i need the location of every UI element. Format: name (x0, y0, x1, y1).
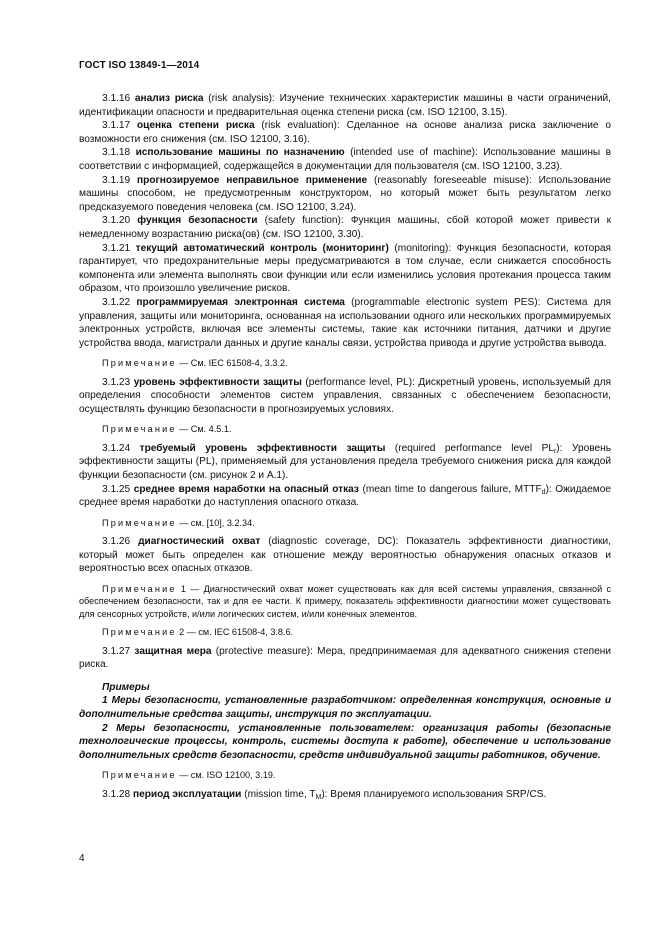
note-3-1-25 (79, 517, 611, 529)
note-3-1-22 (79, 357, 611, 369)
entry-3-1-25 (79, 483, 611, 510)
note-label: Примечание (102, 358, 177, 369)
entry-definition: (performance level, PL): Дискретный уровень, используемый для определения способности элементов систем управления, связанных с обеспечением безопасности, осуществлять функцию безопасности в прогнозируемых условиях. (79, 376, 611, 415)
note-label: Примечание (102, 627, 177, 638)
note-3-1-26-2 (79, 626, 611, 638)
entry-number: 3.1.28 (102, 788, 133, 800)
entry-definition: (protective measure): Мера, предпринимаемая для адекватного снижения степени риска. (79, 645, 611, 671)
entry-number: 3.1.16 (102, 93, 135, 104)
note-text: 1 — Диагностический охват может существовать как для всей системы управления, связанной с обеспечением безопасности, так и для ее части. К примеру, показатель эффективности диагностики может существовать для сенсорных устройств, и/или логических систем, и/или конечных элементов. (79, 584, 611, 619)
entry-number: 3.1.18 (102, 147, 136, 159)
note-text: 2 — см. IEC 61508-4, 3.8.6. (176, 627, 294, 638)
entry-3-1-24 (79, 442, 611, 483)
entry-term: прогнозируемое неправильное применение (137, 174, 368, 186)
note-3-1-26-1 (79, 583, 611, 620)
entry-number: 3.1.19 (102, 174, 138, 186)
note-text: — См. IEC 61508-4, 3.3.2. (176, 358, 288, 369)
entry-3-1-18 (79, 146, 611, 173)
entry-number: 3.1.22 (102, 296, 137, 308)
entry-term: программируемая электронная система (136, 296, 345, 308)
page-number: 4 (79, 853, 85, 864)
entry-3-1-27 (79, 645, 611, 672)
note-label: Примечание (102, 424, 177, 435)
entry-term: диагностический охват (138, 536, 261, 548)
entry-number: 3.1.23 (102, 376, 134, 388)
entry-term: среднее время наработки на опасный отказ (133, 483, 359, 495)
entry-3-1-23 (79, 376, 611, 417)
entry-definition: (diagnostic coverage, DC): Показатель эффективности диагностики, который может быть определен как отношение между вероятностью обнаружения опасных отказов и вероятностью всех опасных отказов. (79, 536, 611, 575)
note-label: Примечание (102, 770, 177, 781)
examples-heading: Примеры (102, 681, 150, 693)
entry-definition: (intended use of machine): Использование машины в соответствии с информацией, содержащейся в документации для пользователя (см. ISO 12100, 3.23). (79, 147, 611, 172)
entry-number: 3.1.26 (102, 536, 139, 548)
entry-term: анализ риска (134, 93, 204, 104)
entry-definition: (safety function): Функция машины, сбой которой может привести к немедленному возрастанию риска(ов) (см. ISO 12100, 3.30). (79, 215, 612, 240)
entry-number: 3.1.25 (102, 483, 134, 495)
entry-definition-pre: (mission time, T (241, 788, 316, 800)
entry-number: 3.1.17 (102, 120, 137, 132)
note-3-1-23 (79, 423, 611, 435)
entry-3-1-17 (79, 119, 611, 146)
entry-3-1-26 (79, 535, 611, 576)
entry-3-1-22 (79, 296, 611, 350)
subscript: d (541, 488, 546, 496)
entry-number: 3.1.21 (102, 242, 136, 254)
entry-definition: ): Уровень эффективности защиты (PL), применяемый для установления предела требуемого снижения риска для каждой функции безопасности (см. рисунок 2 и А.1). (79, 442, 611, 482)
page-content (79, 92, 611, 801)
note-3-1-27 (79, 769, 611, 781)
entry-definition-pre: (required performance level PL (385, 442, 554, 454)
entry-definition: (risk evaluation): Сделанное на основе анализа риска заключение о возможности его снижения (см. ISO 12100, 3.16). (79, 120, 611, 145)
entry-definition: ): Ожидаемое среднее время наработки до наступления опасного отказа. (79, 483, 611, 509)
entry-number: 3.1.24 (102, 442, 140, 454)
entry-term: защитная мера (134, 645, 212, 657)
subscript: M (315, 793, 322, 801)
entry-3-1-21 (79, 242, 611, 296)
entry-number: 3.1.20 (102, 215, 138, 227)
page-header: ГОСТ ISO 13849-1—2014 (79, 60, 200, 71)
entry-3-1-20 (79, 214, 611, 241)
example-1: 1 Меры безопасности, установленные разработчиком: определенная конструкция, основные и дополнительные средства защиты, инструкция по эксплуатации. (79, 695, 611, 721)
note-label: Примечание (102, 517, 177, 528)
entry-number: 3.1.27 (102, 645, 135, 657)
entry-definition: ): Время планируемого использования SRP/CS. (321, 788, 547, 800)
note-label: Примечание (102, 584, 177, 595)
subscript: r (553, 447, 557, 455)
entry-term: текущий автоматический контроль (мониторинг) (135, 242, 389, 254)
entry-term: оценка степени риска (137, 120, 255, 132)
note-text: — См. 4.5.1. (176, 424, 232, 435)
entry-definition: (programmable electronic system PES): Система для управления, защиты или мониторинга, основанная на использовании одного или нескольких программируемых электронных устройств, включая все элементы системы, такие как источники питания, датчики и другие устройства ввода, магистрали данных и другие каналы связи, устройства привода и другие устройства вывода. (79, 296, 611, 349)
entry-term: требуемый уровень эффективности защиты (139, 442, 386, 454)
entry-definition: (reasonably foreseeable misuse): Использование машины способом, не предусмотренным конструктором, но который может быть результатом легко предсказуемого поведения человека (см. ISO 12100, 3.24). (79, 174, 611, 213)
note-text: — см. [10], 3.2.34. (176, 517, 255, 528)
entry-term: использование машины по назначению (135, 147, 345, 159)
entry-3-1-16 (79, 92, 611, 119)
entry-definition-pre: (mean time to dangerous failure, MTTF (358, 483, 542, 495)
entry-3-1-28 (79, 788, 611, 802)
entry-definition: (monitoring): Функция безопасности, которая гарантирует, что предохранительные меры предусматриваются в том случае, если снижается способность компонента или элемента выполнять свои функции или если изменились условия протекания процесса таким образом, что произошло увеличение рисков. (79, 242, 611, 295)
entry-definition: (risk analysis): Изучение технических характеристик машины в части ограничений, идентификации опасности и предварительная оценка степени риска (см. ISO 12100, 3.15). (79, 93, 612, 118)
example-2: 2 Меры безопасности, установленные пользователем: организация работы (безопасные технологические процессы, контроль, системы доступа к работе), обеспечение и использование дополнительных средств безопасности, средств индивидуальной защиты работников, обучение. (79, 722, 611, 761)
entry-3-1-19 (79, 174, 611, 215)
entry-term: уровень эффективности защиты (133, 376, 302, 388)
entry-term: период эксплуатации (132, 788, 242, 800)
note-text: — см. ISO 12100, 3.19. (176, 770, 276, 781)
entry-term: функция безопасности (137, 215, 258, 227)
